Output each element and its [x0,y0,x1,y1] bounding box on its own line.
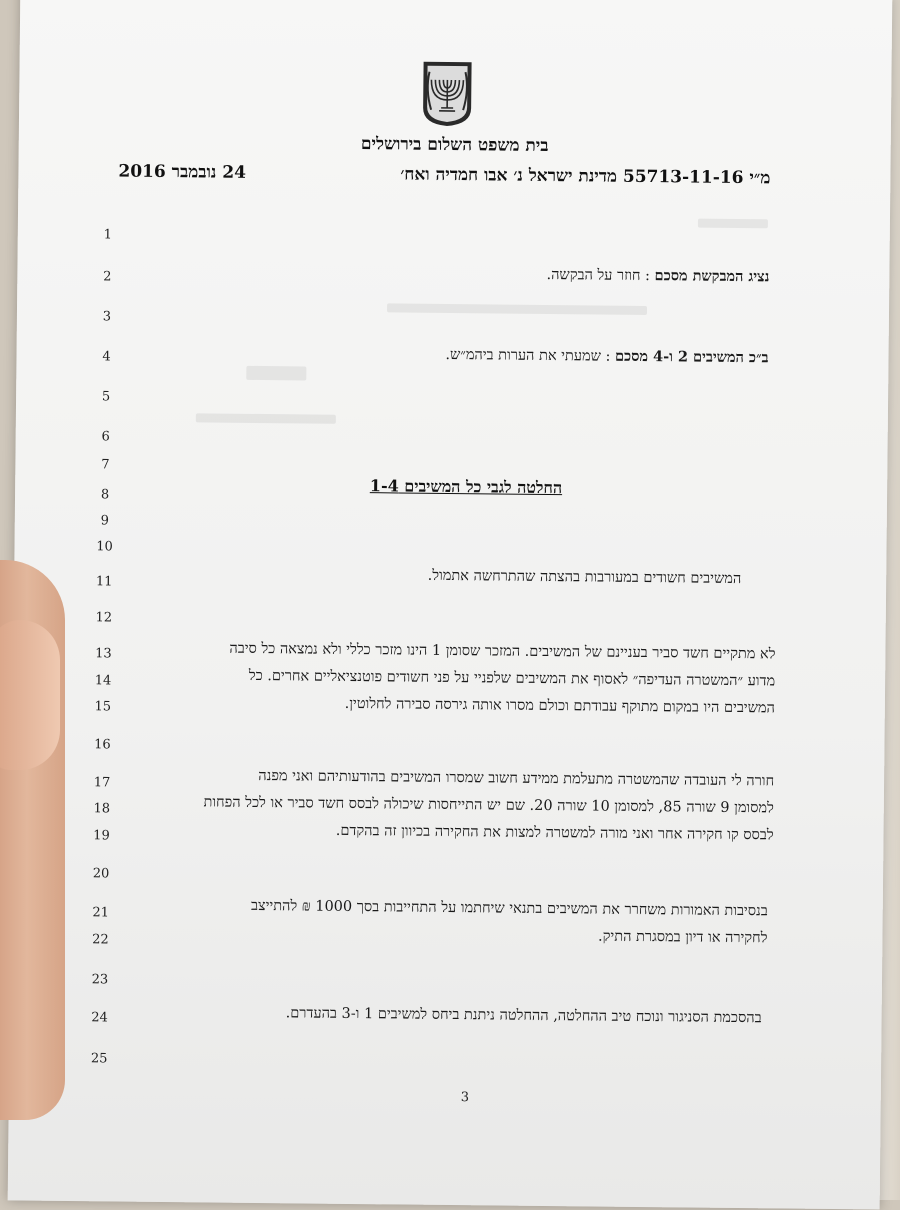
attendance-line [445,341,768,372]
bleed-through-mark [196,413,336,423]
line-number: 5 [86,389,126,404]
attendance-line [546,261,769,291]
line-number: 10 [84,539,124,554]
line-number: 3 [87,309,127,324]
line-number: 20 [81,866,121,881]
paragraph [286,1000,762,1032]
page-number: 3 [461,1090,469,1105]
line-number: 19 [81,828,121,843]
paragraph-line: בהסכמת הסניגור ונוכח טיב ההחלטה, ההחלטה ניתנת ביחס למשיבים 1 ו-3 בהעדרם. [286,1000,762,1032]
bleed-through-mark [246,366,306,381]
line-number: 17 [82,775,122,790]
paragraph-line: חורה לי העובדה שהמשטרה מתעלמת ממידע חשוב שמסרו המשיבים בהודעותיהם ואני מפנה [204,762,775,795]
case-number-line: מ״י 55713-11-16 מדינת ישראל נ׳ אבו חמדיה ואח׳ [400,164,770,188]
line-number: 8 [85,487,125,502]
bleed-through-mark [698,219,768,229]
line-number: 16 [82,737,122,752]
line-number: 15 [83,699,123,714]
court-name: בית משפט השלום בירושלים [19,130,891,159]
paragraph-line: לא מתקיים חשד סביר בעניינם של המשיבים. המזכר שסומן 1 הינו מזכר כללי ולא נמצאה כל סיבה [229,636,775,669]
line-number: 25 [79,1051,119,1066]
thumb [0,620,60,770]
line-number-column [78,0,131,1187]
paragraph-line: המשיבים חשודים במעורבות בהצתה שהתרחשה אתמול. [428,563,742,593]
line-number: 6 [86,429,126,444]
paragraph-line: המשיבים היו במקום מתוקף עבודתם וכולם מסרו אותה גירסה סבירה לחלוטין. [229,690,775,723]
line-number: 9 [85,513,125,528]
paragraph [229,636,776,723]
line-number: 12 [84,610,124,625]
line-number: 2 [87,269,127,284]
paragraph [251,893,768,952]
line-number: 18 [82,801,122,816]
paragraph [428,563,742,593]
hearing-date: 24 נובמבר 2016 [118,162,246,183]
line-number: 4 [86,349,126,364]
state-emblem-icon [421,60,474,129]
line-number: 21 [81,905,121,920]
attendance-label: נציג המבקשת מסכם [655,267,770,285]
paragraph-line: בנסיבות האמורות משחרר את המשיבים בתנאי שיחתמו על התחייבות בסך 1000 ₪ להתייצב [251,893,768,925]
document-page [8,0,893,1210]
paragraph [203,762,774,849]
attendance-text: : חוזר על הבקשה. [546,267,650,284]
paragraph-line: למסומן 9 שורה 85, למסומן 10 שורה 20. שם יש התייחסות שיכולה לבסס חשד סביר או לכל הפחות [203,789,774,822]
attendance-text: : שמעתי את הערות ביהמ״ש. [445,347,610,365]
line-number: 23 [80,972,120,987]
decision-heading: החלטה לגבי כל המשיבים 1-4 [370,476,562,498]
line-number: 11 [84,574,124,589]
bleed-through-mark [387,303,647,315]
paragraph-line: מדוע ״המשטרה העדיפה״ לאסוף את המשיבים שלפניי על פני חשודים פוטנציאליים אחרים. כל [229,663,775,696]
line-number: 13 [83,646,123,661]
paragraph-line: לבסס קו חקירה אחר ואני מורה למשטרה למצות את החקירה בכיוון זה בהקדם. [203,816,774,849]
line-number: 24 [80,1010,120,1025]
paragraph-line: לחקירה או דיון במסגרת התיק. [251,920,768,952]
line-number: 7 [85,457,125,472]
line-number: 14 [83,673,123,688]
attendance-label: ב״כ המשיבים 2 ו-4 מסכם [615,348,769,367]
line-number: 22 [80,932,120,947]
line-number: 1 [88,227,128,242]
